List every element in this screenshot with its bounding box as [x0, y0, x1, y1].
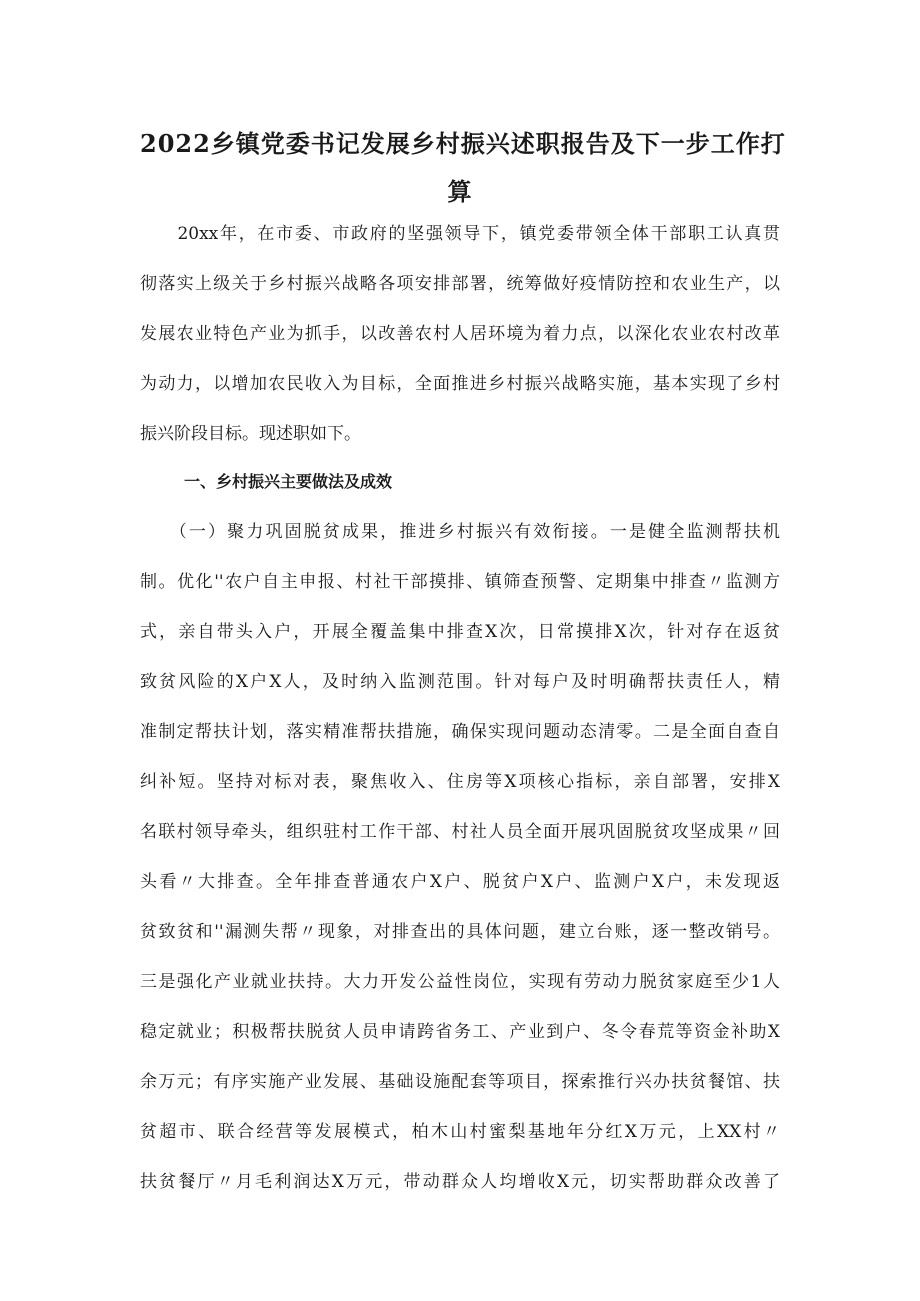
body-line: 式，亲自带头入户，开展全覆盖集中排查X次，日常摸排X次，针对存在返贫: [140, 622, 780, 642]
body-line: 制。优化''农户自主申报、村社干部摸排、镇筛查预警、定期集中排查〃监测方: [140, 572, 780, 592]
body-line: 头看〃大排查。全年排查普通农户X户、脱贫户X户、监测户X户，未发现返: [140, 872, 780, 892]
section-heading: 一、乡村振兴主要做法及成效: [184, 472, 393, 491]
intro-line: 发展农业特色产业为抓手，以改善农村人居环境为着力点，以深化农业农村改革: [140, 324, 780, 344]
body-line: 稳定就业；积极帮扶脱贫人员申请跨省务工、产业到户、冬令春荒等资金补助X: [140, 1022, 780, 1042]
body-line: 三是强化产业就业扶持。大力开发公益性岗位，实现有劳动力脱贫家庭至少1人: [140, 972, 780, 992]
body-line: 贫超市、联合经营等发展模式，柏木山村蜜梨基地年分红X万元，上XX村〃: [140, 1122, 780, 1142]
intro-line: 彻落实上级关于乡村振兴战略各项安排部署，统筹做好疫情防控和农业生产，以: [140, 274, 780, 294]
body-line: 名联村领导牵头，组织驻村工作干部、村社人员全面开展巩固脱贫攻坚成果〃回: [140, 822, 780, 842]
body-line: 余万元；有序实施产业发展、基础设施配套等项目，探索推行兴办扶贫餐馆、扶: [140, 1072, 780, 1092]
body-line: 致贫风险的X户X人，及时纳入监测范围。针对每户及时明确帮扶责任人，精: [140, 672, 780, 692]
body-line: 贫致贫和''漏测失帮〃现象，对排查出的具体问题，建立台账，逐一整改销号。: [140, 922, 780, 942]
body-line: 准制定帮扶计划，落实精准帮扶措施，确保实现问题动态清零。二是全面自查自: [140, 722, 780, 742]
intro-line: 20xx年，在市委、市政府的坚强领导下，镇党委带领全体干部职工认真贯: [140, 224, 780, 244]
document-title-line-2: 算: [447, 177, 473, 206]
intro-line: 为动力，以增加农民收入为目标，全面推进乡村振兴战略实施，基本实现了乡村: [140, 374, 780, 394]
intro-line: 振兴阶段目标。现述职如下。: [140, 424, 361, 444]
body-line: 纠补短。坚持对标对表，聚焦收入、住房等X项核心指标，亲自部署，安排X: [140, 772, 780, 792]
body-line: 扶贫餐厅〃月毛利润达X万元，带动群众人均增收X元，切实帮助群众改善了: [140, 1172, 780, 1192]
document-title-line-1: 2022乡镇党委书记发展乡村振兴述职报告及下一步工作打: [140, 129, 786, 158]
body-line: （一）聚力巩固脱贫成果，推进乡村振兴有效衔接。一是健全监测帮扶机: [140, 522, 780, 542]
